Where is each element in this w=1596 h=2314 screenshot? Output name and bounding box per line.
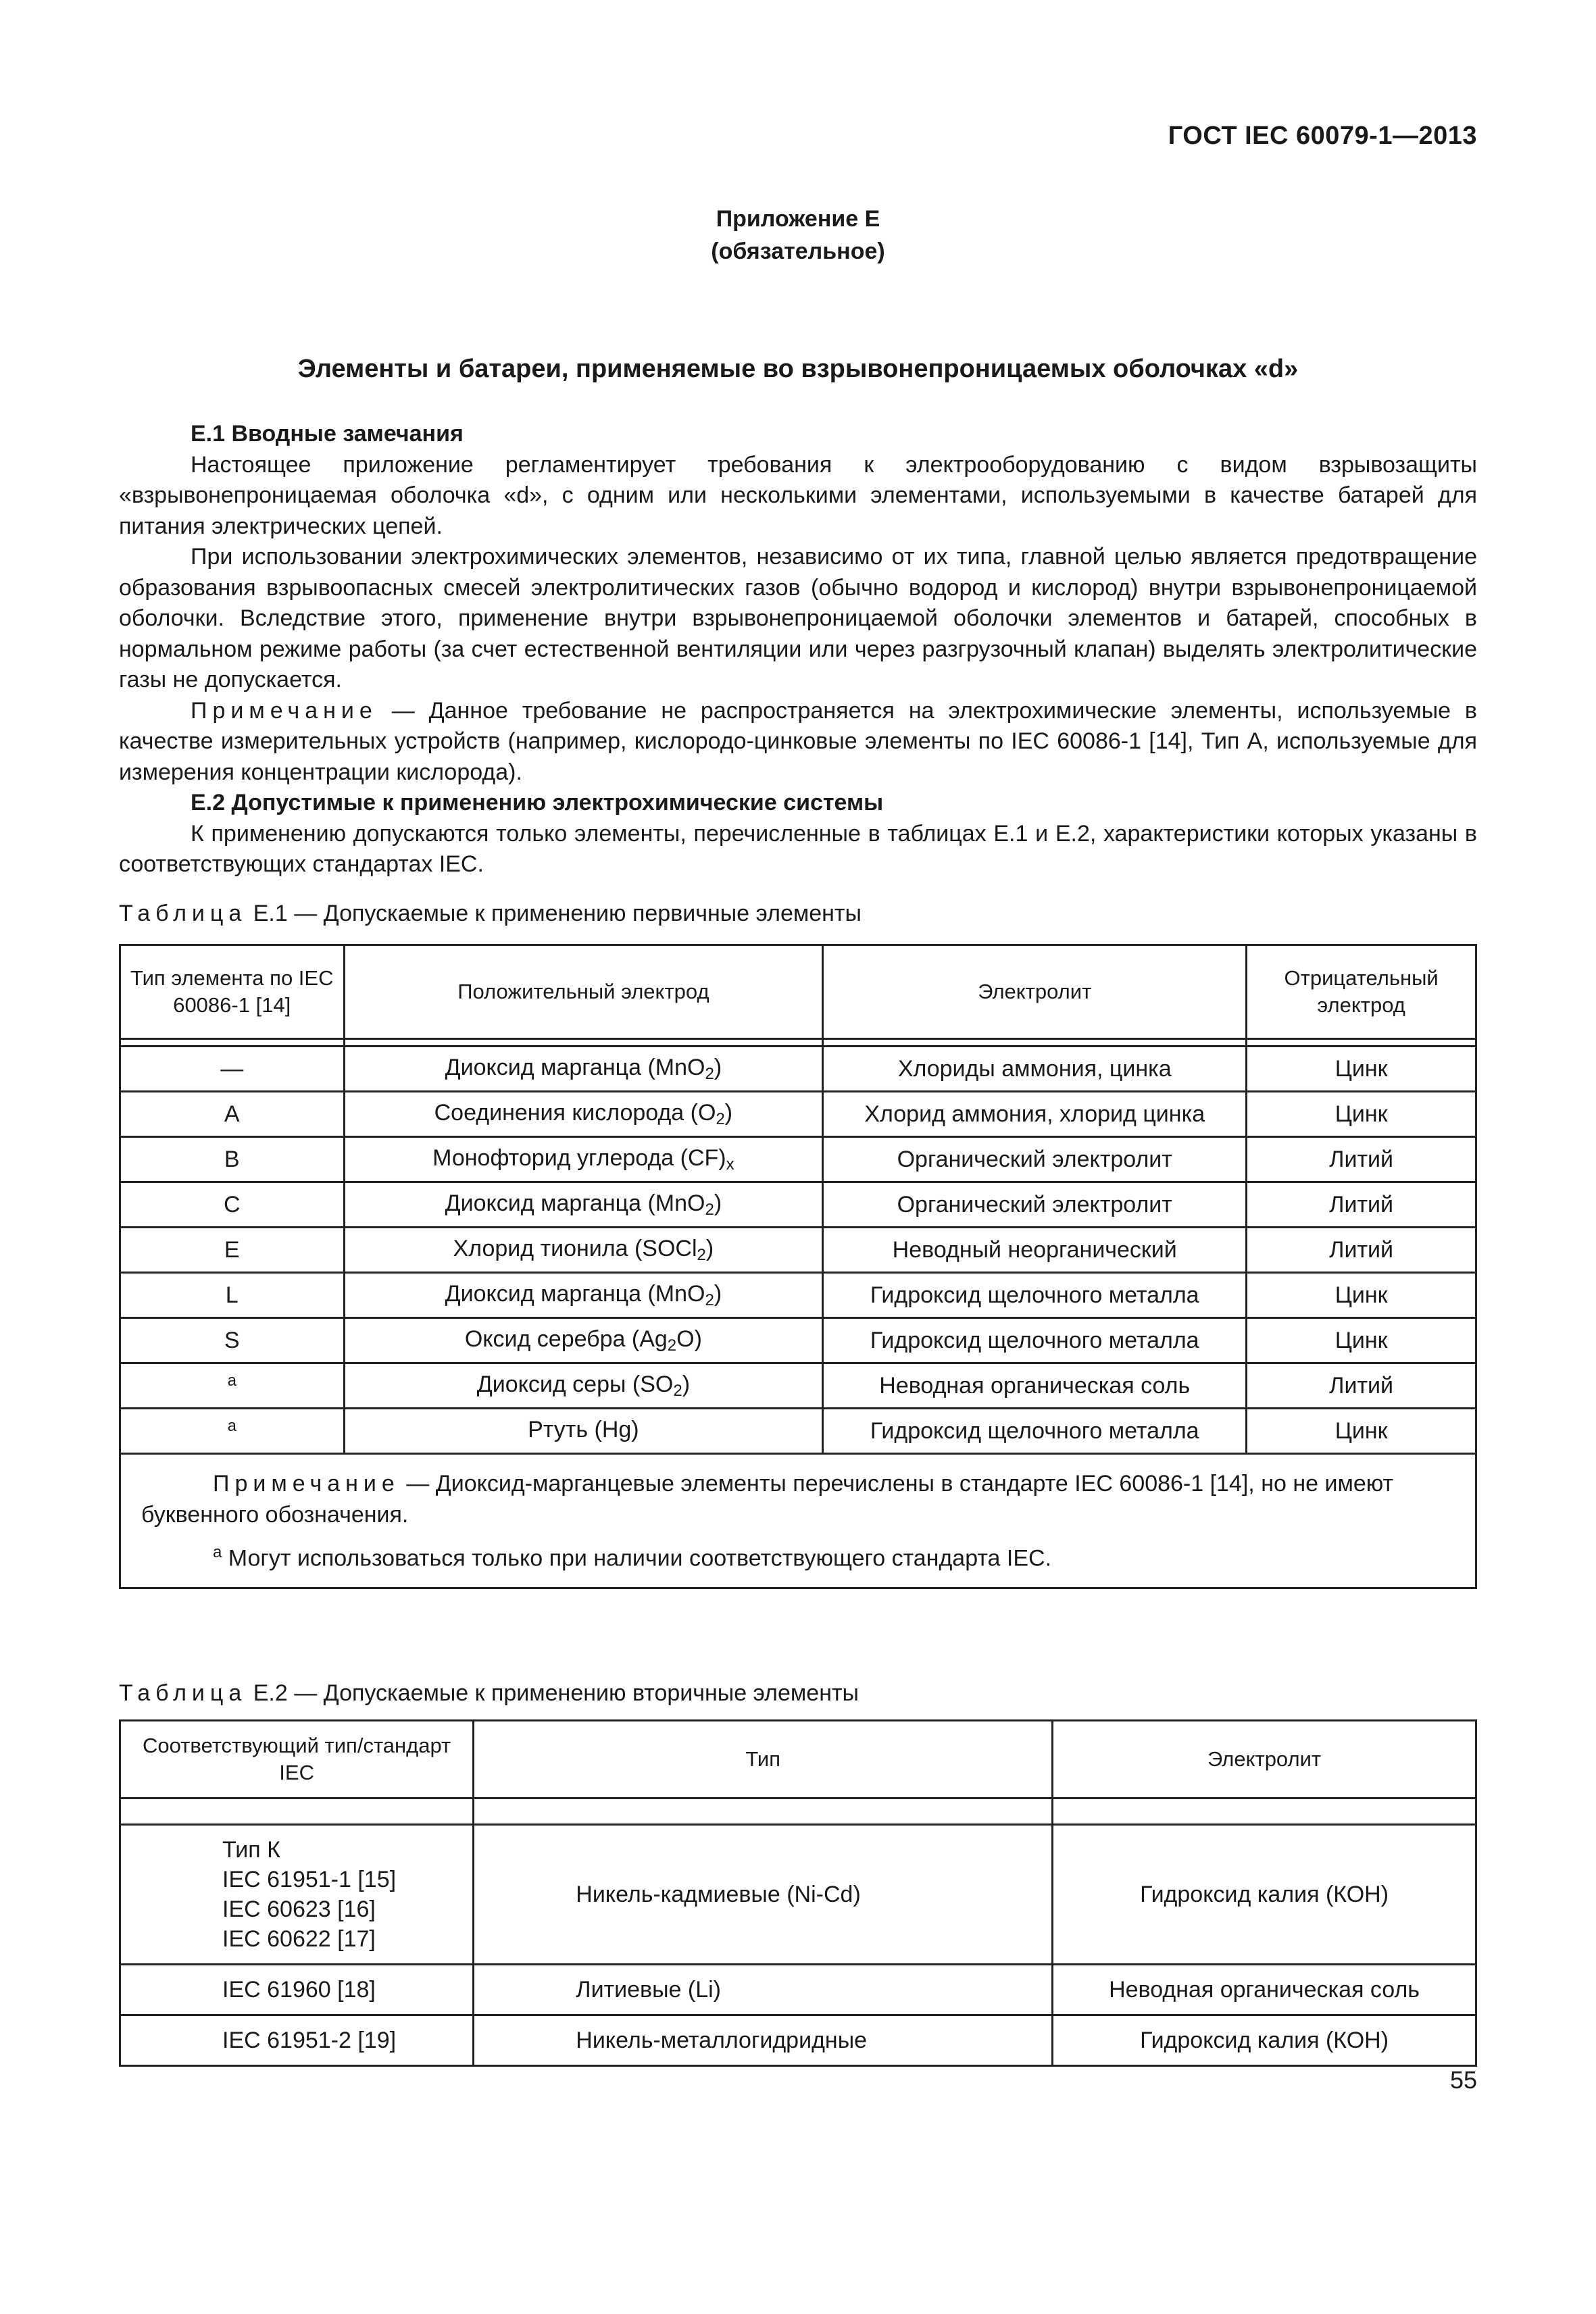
cell-electrolyte: Гидроксид калия (КОН) [1053, 2015, 1476, 2066]
cell-type: Никель-кадмиевые (Ni-Cd) [474, 1825, 1053, 1965]
cell-electrolyte: Органический электролит [823, 1137, 1247, 1182]
note [119, 696, 1477, 788]
footnote-mark: a [227, 1416, 236, 1435]
column-header: Соответствующий тип/стандарт IEC [120, 1721, 474, 1799]
table-row [120, 1228, 1476, 1273]
cell-electrolyte: Гидроксид щелочного металла [823, 1409, 1247, 1454]
cell-type: S [120, 1318, 345, 1363]
standard-line: IEC 61960 [18] [222, 1977, 376, 2003]
note-paragraph [141, 1468, 1455, 1530]
table1 [119, 944, 1477, 1589]
cell-type: C [120, 1182, 345, 1228]
cell-text: ) [724, 1099, 733, 1126]
caption-text: Е.2 — Допускаемые к применению вторичные элементы [247, 1680, 859, 1706]
column-header: Отрицательный электрод [1247, 945, 1476, 1039]
cell-type: A [120, 1092, 345, 1137]
cell-negative-electrode: Цинк [1247, 1047, 1476, 1092]
annex-title: Приложение Е [716, 206, 880, 232]
footnote-mark: a [227, 1371, 236, 1390]
cell-negative-electrode: Цинк [1247, 1318, 1476, 1363]
note-label: Примечание [191, 697, 378, 724]
cell-text: Диоксид марганца (MnO [445, 1190, 705, 1216]
table-header-row [120, 945, 1476, 1039]
cell-positive-electrode [344, 1273, 823, 1318]
cell-positive-electrode [344, 1318, 823, 1363]
cell-type: E [120, 1228, 345, 1273]
note-label: Примечание [213, 1471, 400, 1496]
paragraph: К применению допускаются только элементы, перечисленные в таблицах Е.1 и Е.2, характеристики которых указаны в соответствующих стандартах IEC. [119, 820, 1477, 877]
table2-caption [119, 1680, 859, 1707]
table-row [120, 1318, 1476, 1363]
standard-number: ГОСТ IEC 60079-1—2013 [1168, 122, 1477, 150]
table-row [120, 1273, 1476, 1318]
cell-text: Диоксид марганца (MnO [445, 1054, 705, 1080]
cell-text: Диоксид марганца (MnO [445, 1280, 705, 1307]
cell-negative-electrode: Литий [1247, 1228, 1476, 1273]
table-row [120, 2015, 1476, 2066]
column-header: Электролит [1053, 1721, 1476, 1799]
column-header: Тип [474, 1721, 1053, 1799]
cell-electrolyte: Гидроксид щелочного металла [823, 1273, 1247, 1318]
cell-standard [120, 1965, 474, 2015]
section-e1-heading: Е.1 Вводные замечания [191, 421, 464, 447]
cell-type [120, 1363, 345, 1409]
cell-subscript: 2 [673, 1381, 682, 1400]
cell-text: O) [676, 1326, 702, 1352]
cell-electrolyte: Неводная органическая соль [823, 1363, 1247, 1409]
page-number: 55 [1449, 2066, 1477, 2094]
caption-label: Таблица [119, 1680, 247, 1706]
footnote-text: Могут использоваться только при наличии соответствующего стандарта IEC. [222, 1545, 1052, 1571]
footnote-mark: a [213, 1543, 222, 1561]
paragraph: Настоящее приложение регламентирует требования к электрооборудованию с видом взрывозащиты «взрывонепроницаемая оболочка «d», с одним или несколькими элементами, используемыми в качестве батарей для питания электрических цепей. [119, 451, 1477, 539]
cell-negative-electrode: Литий [1247, 1137, 1476, 1182]
standard-line: IEC 60623 [16] [222, 1896, 376, 1922]
table-row [120, 1047, 1476, 1092]
cell-negative-electrode: Цинк [1247, 1273, 1476, 1318]
table-row [120, 1363, 1476, 1409]
column-header: Положительный электрод [344, 945, 823, 1039]
header-divider [120, 1799, 1476, 1825]
cell-text: ) [714, 1280, 722, 1307]
cell-electrolyte: Хлорид аммония, хлорид цинка [823, 1092, 1247, 1137]
cell-negative-electrode: Цинк [1247, 1092, 1476, 1137]
footnote [141, 1537, 1455, 1574]
cell-electrolyte: Гидроксид щелочного металла [823, 1318, 1247, 1363]
cell-positive-electrode [344, 1047, 823, 1092]
column-header: Электролит [823, 945, 1247, 1039]
document-title: Элементы и батареи, применяемые во взрывонепроницаемых оболочках «d» [297, 355, 1299, 383]
cell-type: B [120, 1137, 345, 1182]
cell-text: ) [714, 1190, 722, 1216]
standard-line: IEC 61951-2 [19] [222, 2028, 397, 2053]
cell-text: ) [714, 1054, 722, 1080]
cell-subscript: 2 [697, 1245, 706, 1264]
cell-negative-electrode: Цинк [1247, 1409, 1476, 1454]
cell-positive-electrode [344, 1182, 823, 1228]
cell-text: ) [682, 1371, 691, 1397]
cell-electrolyte: Хлориды аммония, цинка [823, 1047, 1247, 1092]
cell-text: Диоксид серы (SO [476, 1371, 674, 1397]
cell-type: L [120, 1273, 345, 1318]
table-row [120, 1965, 1476, 2015]
cell-type: Литиевые (Li) [474, 1965, 1053, 2015]
cell-negative-electrode: Литий [1247, 1182, 1476, 1228]
cell-text: Ртуть (Hg) [528, 1416, 639, 1442]
cell-type: — [120, 1047, 345, 1092]
cell-subscript: 2 [667, 1336, 677, 1355]
cell-positive-electrode [344, 1228, 823, 1273]
cell-text: Хлорид тионила (SOCl [453, 1235, 697, 1261]
standard-line: IEC 60622 [17] [222, 1926, 376, 1952]
cell-subscript: 2 [705, 1064, 714, 1083]
table-note [120, 1454, 1476, 1588]
cell-positive-electrode [344, 1409, 823, 1454]
cell-text: Соединения кислорода (O [434, 1099, 716, 1126]
cell-text: Монофторид углерода (CF) [432, 1145, 726, 1171]
cell-positive-electrode [344, 1137, 823, 1182]
table-row [120, 1182, 1476, 1228]
cell-negative-electrode: Литий [1247, 1363, 1476, 1409]
cell-subscript: 2 [705, 1200, 714, 1219]
cell-positive-electrode [344, 1363, 823, 1409]
caption-label: Таблица [119, 901, 247, 926]
cell-standard [120, 2015, 474, 2066]
standard-line: Тип К [222, 1837, 280, 1863]
standard-line: IEC 61951-1 [15] [222, 1867, 397, 1892]
table-note-row [120, 1454, 1476, 1588]
cell-positive-electrode [344, 1092, 823, 1137]
column-header: Тип элемента по IEC 60086-1 [14] [120, 945, 345, 1039]
annex-status: (обязательное) [711, 238, 885, 264]
caption-text: Е.1 — Допускаемые к применению первичные элементы [247, 901, 862, 926]
table2 [119, 1719, 1477, 2067]
body-text [119, 419, 1477, 880]
cell-subscript: x [726, 1155, 734, 1174]
cell-electrolyte: Органический электролит [823, 1182, 1247, 1228]
cell-type: Никель-металлогидридные [474, 2015, 1053, 2066]
cell-electrolyte: Неводная органическая соль [1053, 1965, 1476, 2015]
cell-text: ) [705, 1235, 714, 1261]
note-text: — Диоксид-марганцевые элементы перечислены в стандарте IEC 60086-1 [14], но не имеют буквенного обозначения. [141, 1471, 1394, 1528]
cell-type [120, 1409, 345, 1454]
table1-caption [119, 901, 862, 927]
annex-heading [119, 203, 1477, 268]
table-row [120, 1409, 1476, 1454]
section-e2-heading: Е.2 Допустимые к применению электрохимические системы [191, 790, 884, 815]
table-row [120, 1092, 1476, 1137]
cell-electrolyte: Неводный неорганический [823, 1228, 1247, 1273]
note-text: — Данное требование не распространяется на электрохимические элементы, используемые в качестве измерительных устройств (например, кислородо-цинковые элементы по IEC 60086-1 [14], Тип А, используемые для измерения концентрации кислорода). [119, 697, 1477, 785]
cell-subscript: 2 [705, 1290, 714, 1309]
table-header-row [120, 1721, 1476, 1799]
cell-text: Оксид серебра (Ag [464, 1326, 668, 1352]
header-divider [120, 1039, 1476, 1047]
cell-standard [120, 1825, 474, 1965]
cell-subscript: 2 [716, 1109, 725, 1128]
table-row [120, 1137, 1476, 1182]
cell-electrolyte: Гидроксид калия (КОН) [1053, 1825, 1476, 1965]
paragraph: При использовании электрохимических элементов, независимо от их типа, главной целью является предотвращение образования взрывоопасных смесей электролитических газов (обычно водород и кислород) внутри взрывонепроницаемой оболочки. Вследствие этого, применение внутри взрывонепроницаемой оболочки элементов и батарей, способных в нормальном режиме работы (за счет естественной вентиляции или через разгрузочный клапан) выделять электролитические газы не допускается. [119, 544, 1477, 693]
table-row [120, 1825, 1476, 1965]
